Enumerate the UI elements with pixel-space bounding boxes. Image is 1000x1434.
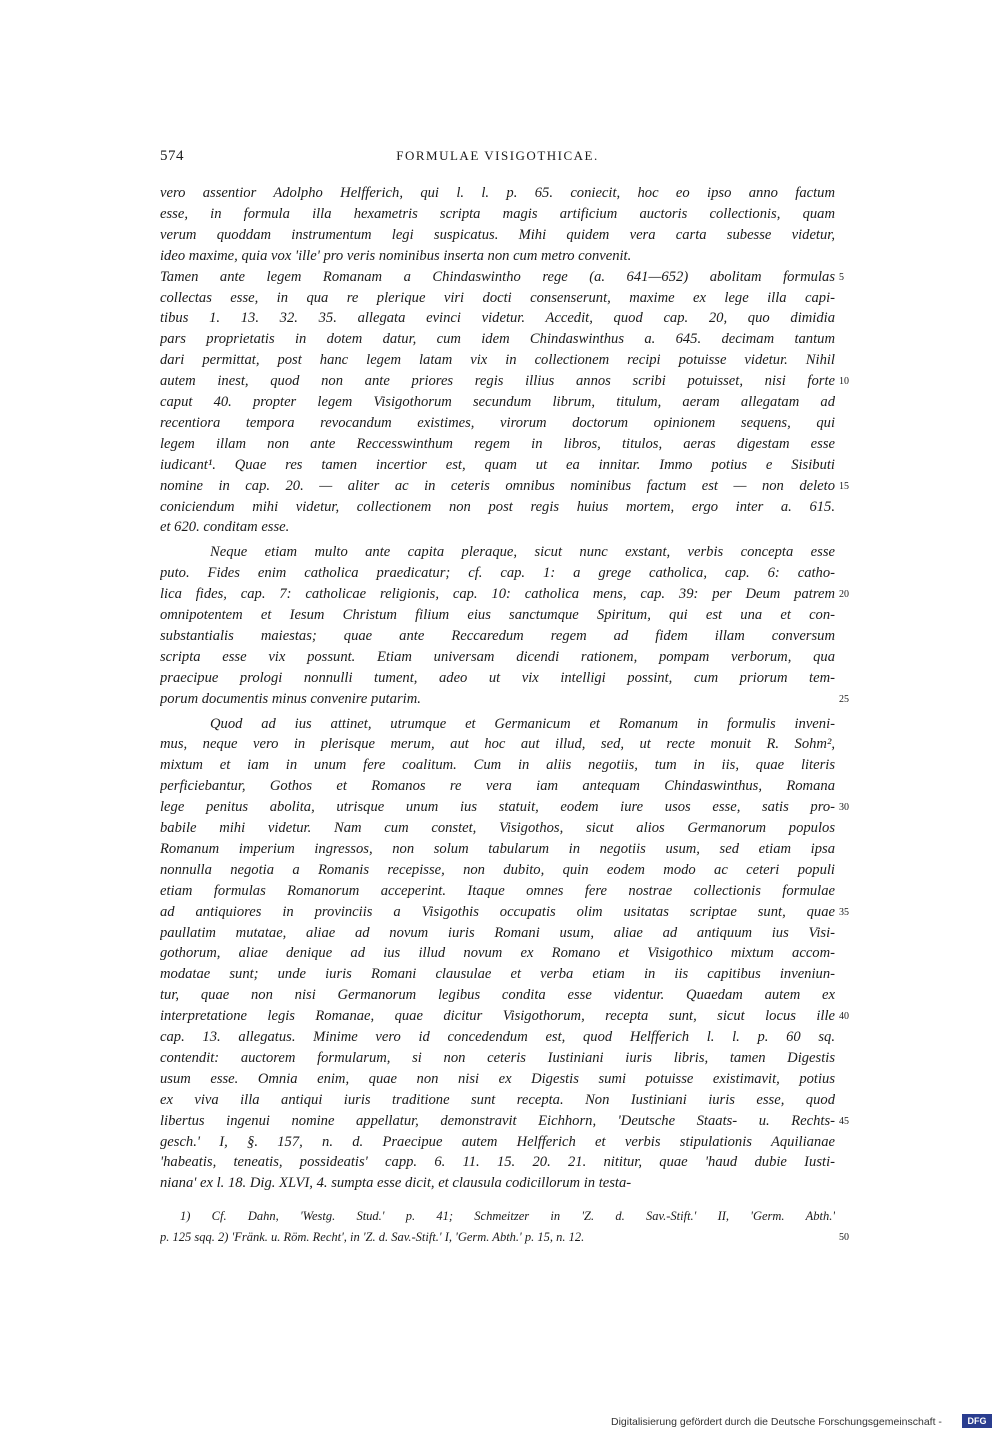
line-number: 20 bbox=[839, 589, 849, 601]
text-line: usum esse. Omnia enim, quae non nisi ex Digestis sumi potuisse existimavit, potius bbox=[160, 1070, 835, 1087]
text-line: scripta esse vix possunt. Etiam universam dicendi rationem, pompam verborum, qua bbox=[160, 648, 835, 665]
text-line: libertus ingenui nomine appellatur, demonstravit Eichhorn, 'Deutsche Staats- u. Rechts- bbox=[160, 1112, 835, 1129]
line-number: 35 bbox=[839, 906, 849, 918]
text-line: vero assentior Adolpho Helfferich, qui l. l. p. 65. coniecit, hoc eo ipso anno factum bbox=[160, 185, 835, 201]
text-line: ad antiquiores in provinciis a Visigothis occupatis olim usitatas scriptae sunt, quae bbox=[160, 903, 835, 920]
text-line: dari permittat, post hanc legem latam vix in collectionem recipi potuisse videtur. Nihil bbox=[160, 352, 835, 369]
text-line: puto. Fides enim catholica praedicatur; cf. cap. 1: a grege catholica, cap. 6: catho- bbox=[160, 565, 835, 582]
text-line: Romanum imperium ingressos, non solum tabularum in negotiis usum, sed etiam ipsa bbox=[160, 840, 835, 857]
text-line: legem illam non ante Reccesswinthum regem in libros, titulos, aeras digestam esse bbox=[160, 435, 835, 452]
line-number: 25 bbox=[839, 693, 849, 705]
text-line: esse, in formula illa hexametris scripta magis artificium auctoris collectionis, quam bbox=[160, 205, 835, 222]
text-line: niana' ex l. 18. Dig. XLVI, 4. sumpta esse dicit, et clausula codicillorum in testa- bbox=[160, 1175, 632, 1192]
text-line: tibus 1. 13. 32. 35. allegata evinci videtur. Accedit, quod cap. 20, quo dimidia bbox=[160, 310, 835, 327]
footnote-line: p. 125 sqq. 2) 'Fränk. u. Röm. Recht', in 'Z. d. Sav.-Stift.' I, 'Germ. Abth.' p. 15, n. 12. bbox=[160, 1230, 585, 1244]
text-line: iudicant¹. Quae res tamen incertior est, quam ut ea innitar. Immo potius e Sisibuti bbox=[160, 456, 835, 473]
text-line: mixtum et iam in unum fere coalitum. Cum in aliis negotiis, tum in iis, quae literis bbox=[160, 757, 835, 774]
line-number: 50 bbox=[839, 1232, 849, 1243]
text-line: Quod ad ius attinet, utrumque et Germanicum et Romanum in formulis inveni- bbox=[210, 715, 835, 732]
text-line: etiam formulas Romanorum acceperint. Itaque omnes fere nostrae collectionis formulae bbox=[160, 882, 835, 899]
text-line: substantialis maiestas; quae ante Reccaredum regem ad fidem illam conversum bbox=[160, 627, 835, 644]
text-line: verum quoddam instrumentum legi suspicatus. Mihi quidem vera carta subesse videtur, bbox=[160, 226, 835, 243]
text-line: babile mihi videtur. Nam cum constet, Visigothos, sicut alios Germanorum populos bbox=[160, 820, 835, 836]
text-line: pars proprietatis in dotem datur, cum idem Chindaswinthus a. 645. decimam tantum bbox=[160, 331, 835, 348]
digitization-credit: Digitalisierung gefördert durch die Deutsche Forschungsgemeinschaft - bbox=[611, 1416, 942, 1428]
text-line: Tamen ante legem Romanam a Chindaswintho rege (a. 641—652) abolitam formulas bbox=[160, 268, 835, 285]
line-number: 40 bbox=[839, 1011, 849, 1023]
text-line: Neque etiam multo ante capita pleraque, sicut nunc exstant, verbis concepta esse bbox=[210, 544, 835, 561]
text-line: nomine in cap. 20. — aliter ac in ceteris omnibus nominibus factum est — non deleto bbox=[160, 477, 835, 494]
text-line: cap. 13. allegatus. Minime vero id concedendum est, quod Helfferich l. l. p. 60 sq. bbox=[160, 1029, 835, 1045]
running-title: FORMULAE VISIGOTHICAE. bbox=[396, 148, 599, 163]
text-line: porum documentis minus convenire putarim. bbox=[160, 690, 421, 707]
text-line: perficiebantur, Gothos et Romanos re vera iam antequam Chindaswinthus, Romana bbox=[160, 778, 835, 795]
footnote-line: 1) Cf. Dahn, 'Westg. Stud.' p. 41; Schmeitzer in 'Z. d. Sav.-Stift.' II, 'Germ. Abth.' bbox=[180, 1209, 835, 1223]
line-number: 30 bbox=[839, 802, 849, 814]
text-line: modatae sunt; unde iuris Romani clausulae et verba etiam in iis capitibus inveniun- bbox=[160, 966, 835, 983]
dfg-logo: DFG bbox=[962, 1414, 992, 1428]
text-line: praecipue prologi nonnulli tument, adeo ut vix intelligi possint, cum priorum tem- bbox=[160, 669, 835, 686]
text-line: ex viva illa antiqui iuris traditione sunt recepta. Non Iustiniani iuris esse, quod bbox=[160, 1091, 835, 1108]
text-line: nonnulla negotia a Romanis recepisse, non dubito, quin eodem modo ac ceteri populi bbox=[160, 861, 835, 878]
line-number: 15 bbox=[839, 480, 849, 492]
line-number: 45 bbox=[839, 1115, 849, 1127]
text-line: autem inest, quod non ante priores regis illius annos scribi potuisset, nisi forte bbox=[160, 373, 835, 390]
text-line: coniciendum mihi videtur, collectionem non post regis huius mortem, ergo inter a. 615. bbox=[160, 498, 835, 515]
text-line: 'habeatis, teneatis, possideatis' capp. 6. 11. 15. 20. 21. nititur, quae 'haud dubie Iusti- bbox=[160, 1154, 835, 1171]
text-line: ideo maxime, quia vox 'ille' pro veris nominibus inserta non cum metro convenit. bbox=[160, 247, 632, 264]
text-line: recentiora tempora revocandum existimes, virorum doctorum opinionem sequens, qui bbox=[160, 414, 835, 431]
text-line: omnipotentem et Iesum Christum filium eius sanctumque Spiritum, qui est una et con- bbox=[160, 607, 835, 623]
text-line: caput 40. propter legem Visigothorum secundum librum, titulum, aeram allegatam ad bbox=[160, 394, 835, 410]
line-number: 5 bbox=[839, 271, 844, 283]
text-line: paullatim mutatae, aliae ad novum iuris Romani usum, aliae ad antiquum ius Visi- bbox=[160, 924, 835, 941]
text-line: interpretatione legis Romanae, quae dicitur Visigothorum, recepta sunt, sicut locus ille bbox=[160, 1008, 835, 1025]
line-number: 10 bbox=[839, 376, 849, 388]
text-line: et 620. conditam esse. bbox=[160, 519, 290, 536]
text-line: contendit: auctorem formularum, si non ceteris Iustiniani iuris libris, tamen Digestis bbox=[160, 1049, 835, 1066]
text-line: gothorum, aliae denique ad ius illud novum ex Romano et Visigothico mixtum accom- bbox=[160, 945, 835, 962]
text-line: gesch.' I, §. 157, n. d. Praecipue autem Helfferich et verbis stipulationis Aquilianae bbox=[160, 1133, 835, 1150]
text-line: mus, neque vero in plerisque merum, aut hoc aut illud, sed, ut recte monuit R. Sohm², bbox=[160, 736, 835, 753]
text-line: collectas esse, in qua re plerique viri docti consenserunt, maxime ex lege illa capi- bbox=[160, 289, 835, 306]
text-line: lica fides, cap. 7: catholicae religionis, cap. 10: catholica mens, cap. 39: per Deum patrem bbox=[160, 586, 835, 603]
page-number: 574 bbox=[160, 148, 184, 164]
page-header bbox=[160, 148, 835, 170]
text-line: lege penitus abolita, utrisque unum ius statuit, eodem iure usos esse, satis pro- bbox=[160, 799, 835, 816]
text-line: tur, quae non nisi Germanorum legibus condita esse videntur. Quaedam autem ex bbox=[160, 987, 835, 1004]
